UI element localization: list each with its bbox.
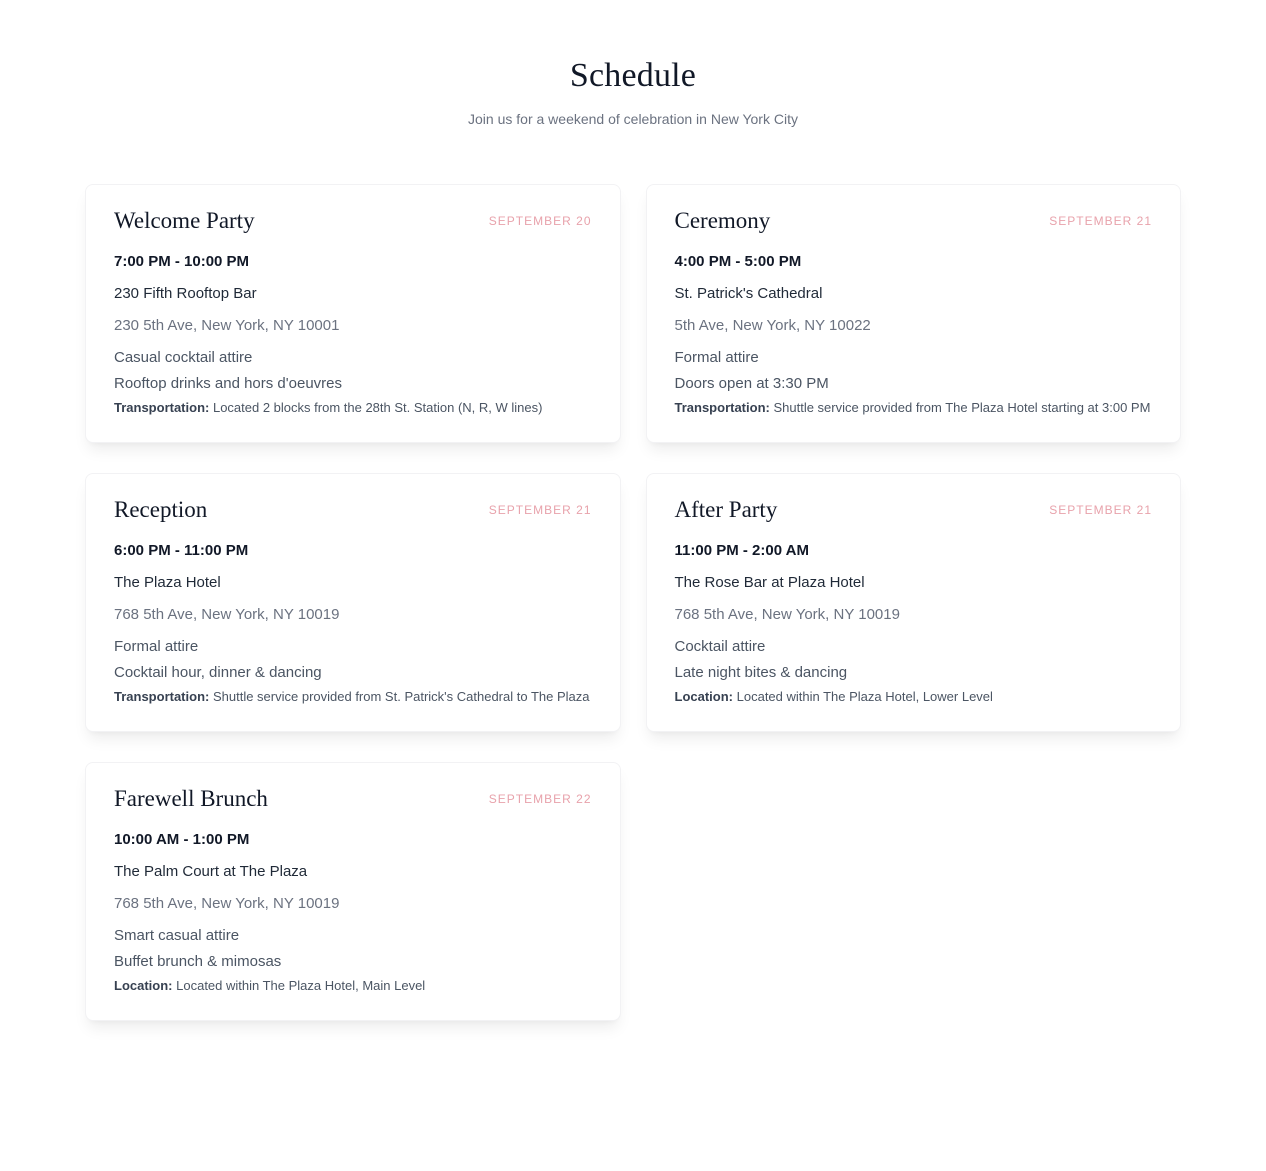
event-card-header	[675, 206, 1153, 236]
event-venue: The Rose Bar at Plaza Hotel	[674, 573, 865, 591]
event-time: 10:00 AM - 1:00 PM	[114, 830, 250, 848]
event-note	[114, 977, 592, 995]
event-description: Doors open at 3:30 PM	[674, 374, 829, 392]
event-note-text: Located within The Plaza Hotel, Main Level	[176, 977, 426, 993]
event-date-label: SEPTEMBER 21	[488, 502, 592, 517]
event-name: Ceremony	[674, 207, 771, 233]
event-address: 768 5th Ave, New York, NY 10019	[114, 894, 340, 912]
event-name: Reception	[114, 496, 208, 522]
event-card	[85, 762, 621, 1021]
event-description: Rooftop drinks and hors d'oeuvres	[114, 374, 342, 392]
event-note-label: Transportation:	[114, 399, 210, 415]
event-time: 4:00 PM - 5:00 PM	[674, 252, 802, 270]
event-note-text: Shuttle service provided from The Plaza Hotel starting at 3:00 PM	[773, 399, 1151, 415]
event-address: 768 5th Ave, New York, NY 10019	[674, 605, 900, 623]
event-description: Late night bites & dancing	[674, 663, 848, 681]
event-card-header	[675, 495, 1153, 525]
events-grid	[85, 184, 1181, 1021]
page-subtitle: Join us for a weekend of celebration in New York City	[468, 110, 798, 127]
event-name: After Party	[674, 496, 778, 522]
event-card-header	[114, 784, 592, 814]
event-note	[675, 688, 1153, 706]
event-card	[646, 473, 1182, 732]
event-note-text: Located 2 blocks from the 28th St. Station (N, R, W lines)	[212, 399, 543, 415]
event-description: Buffet brunch & mimosas	[114, 952, 282, 970]
event-venue: 230 Fifth Rooftop Bar	[114, 284, 257, 302]
event-note-label: Transportation:	[114, 688, 210, 704]
event-note-text: Shuttle service provided from St. Patrick's Cathedral to The Plaza	[212, 688, 590, 704]
event-note-label: Transportation:	[674, 399, 770, 415]
event-attire: Casual cocktail attire	[114, 348, 253, 366]
event-date-label: SEPTEMBER 21	[1049, 213, 1152, 228]
event-note-text: Located within The Plaza Hotel, Lower Level	[736, 688, 993, 704]
event-name: Farewell Brunch	[114, 785, 268, 811]
event-time: 7:00 PM - 10:00 PM	[114, 252, 250, 270]
event-description: Cocktail hour, dinner & dancing	[114, 663, 322, 681]
event-venue: St. Patrick's Cathedral	[674, 284, 823, 302]
event-name: Welcome Party	[114, 207, 255, 233]
page-header	[0, 56, 1266, 127]
event-attire: Formal attire	[114, 637, 199, 655]
event-venue: The Palm Court at The Plaza	[114, 862, 308, 880]
event-date-label: SEPTEMBER 22	[488, 791, 592, 806]
event-note	[114, 688, 592, 706]
page-title: Schedule	[569, 57, 697, 94]
event-note-label: Location:	[674, 688, 733, 704]
event-attire: Smart casual attire	[114, 926, 240, 944]
event-date-label: SEPTEMBER 20	[488, 213, 592, 228]
event-address: 5th Ave, New York, NY 10022	[674, 316, 871, 334]
event-address: 768 5th Ave, New York, NY 10019	[114, 605, 340, 623]
event-attire: Formal attire	[674, 348, 759, 366]
event-card-header	[114, 206, 592, 236]
event-note	[114, 399, 592, 417]
event-attire: Cocktail attire	[674, 637, 766, 655]
event-venue: The Plaza Hotel	[114, 573, 221, 591]
event-note	[675, 399, 1153, 417]
event-date-label: SEPTEMBER 21	[1049, 502, 1152, 517]
event-time: 6:00 PM - 11:00 PM	[114, 541, 249, 559]
event-card-header	[114, 495, 592, 525]
event-card	[646, 184, 1182, 443]
event-address: 230 5th Ave, New York, NY 10001	[114, 316, 340, 334]
event-note-label: Location:	[114, 977, 173, 993]
event-card	[85, 184, 621, 443]
event-time: 11:00 PM - 2:00 AM	[674, 541, 809, 559]
event-card	[85, 473, 621, 732]
